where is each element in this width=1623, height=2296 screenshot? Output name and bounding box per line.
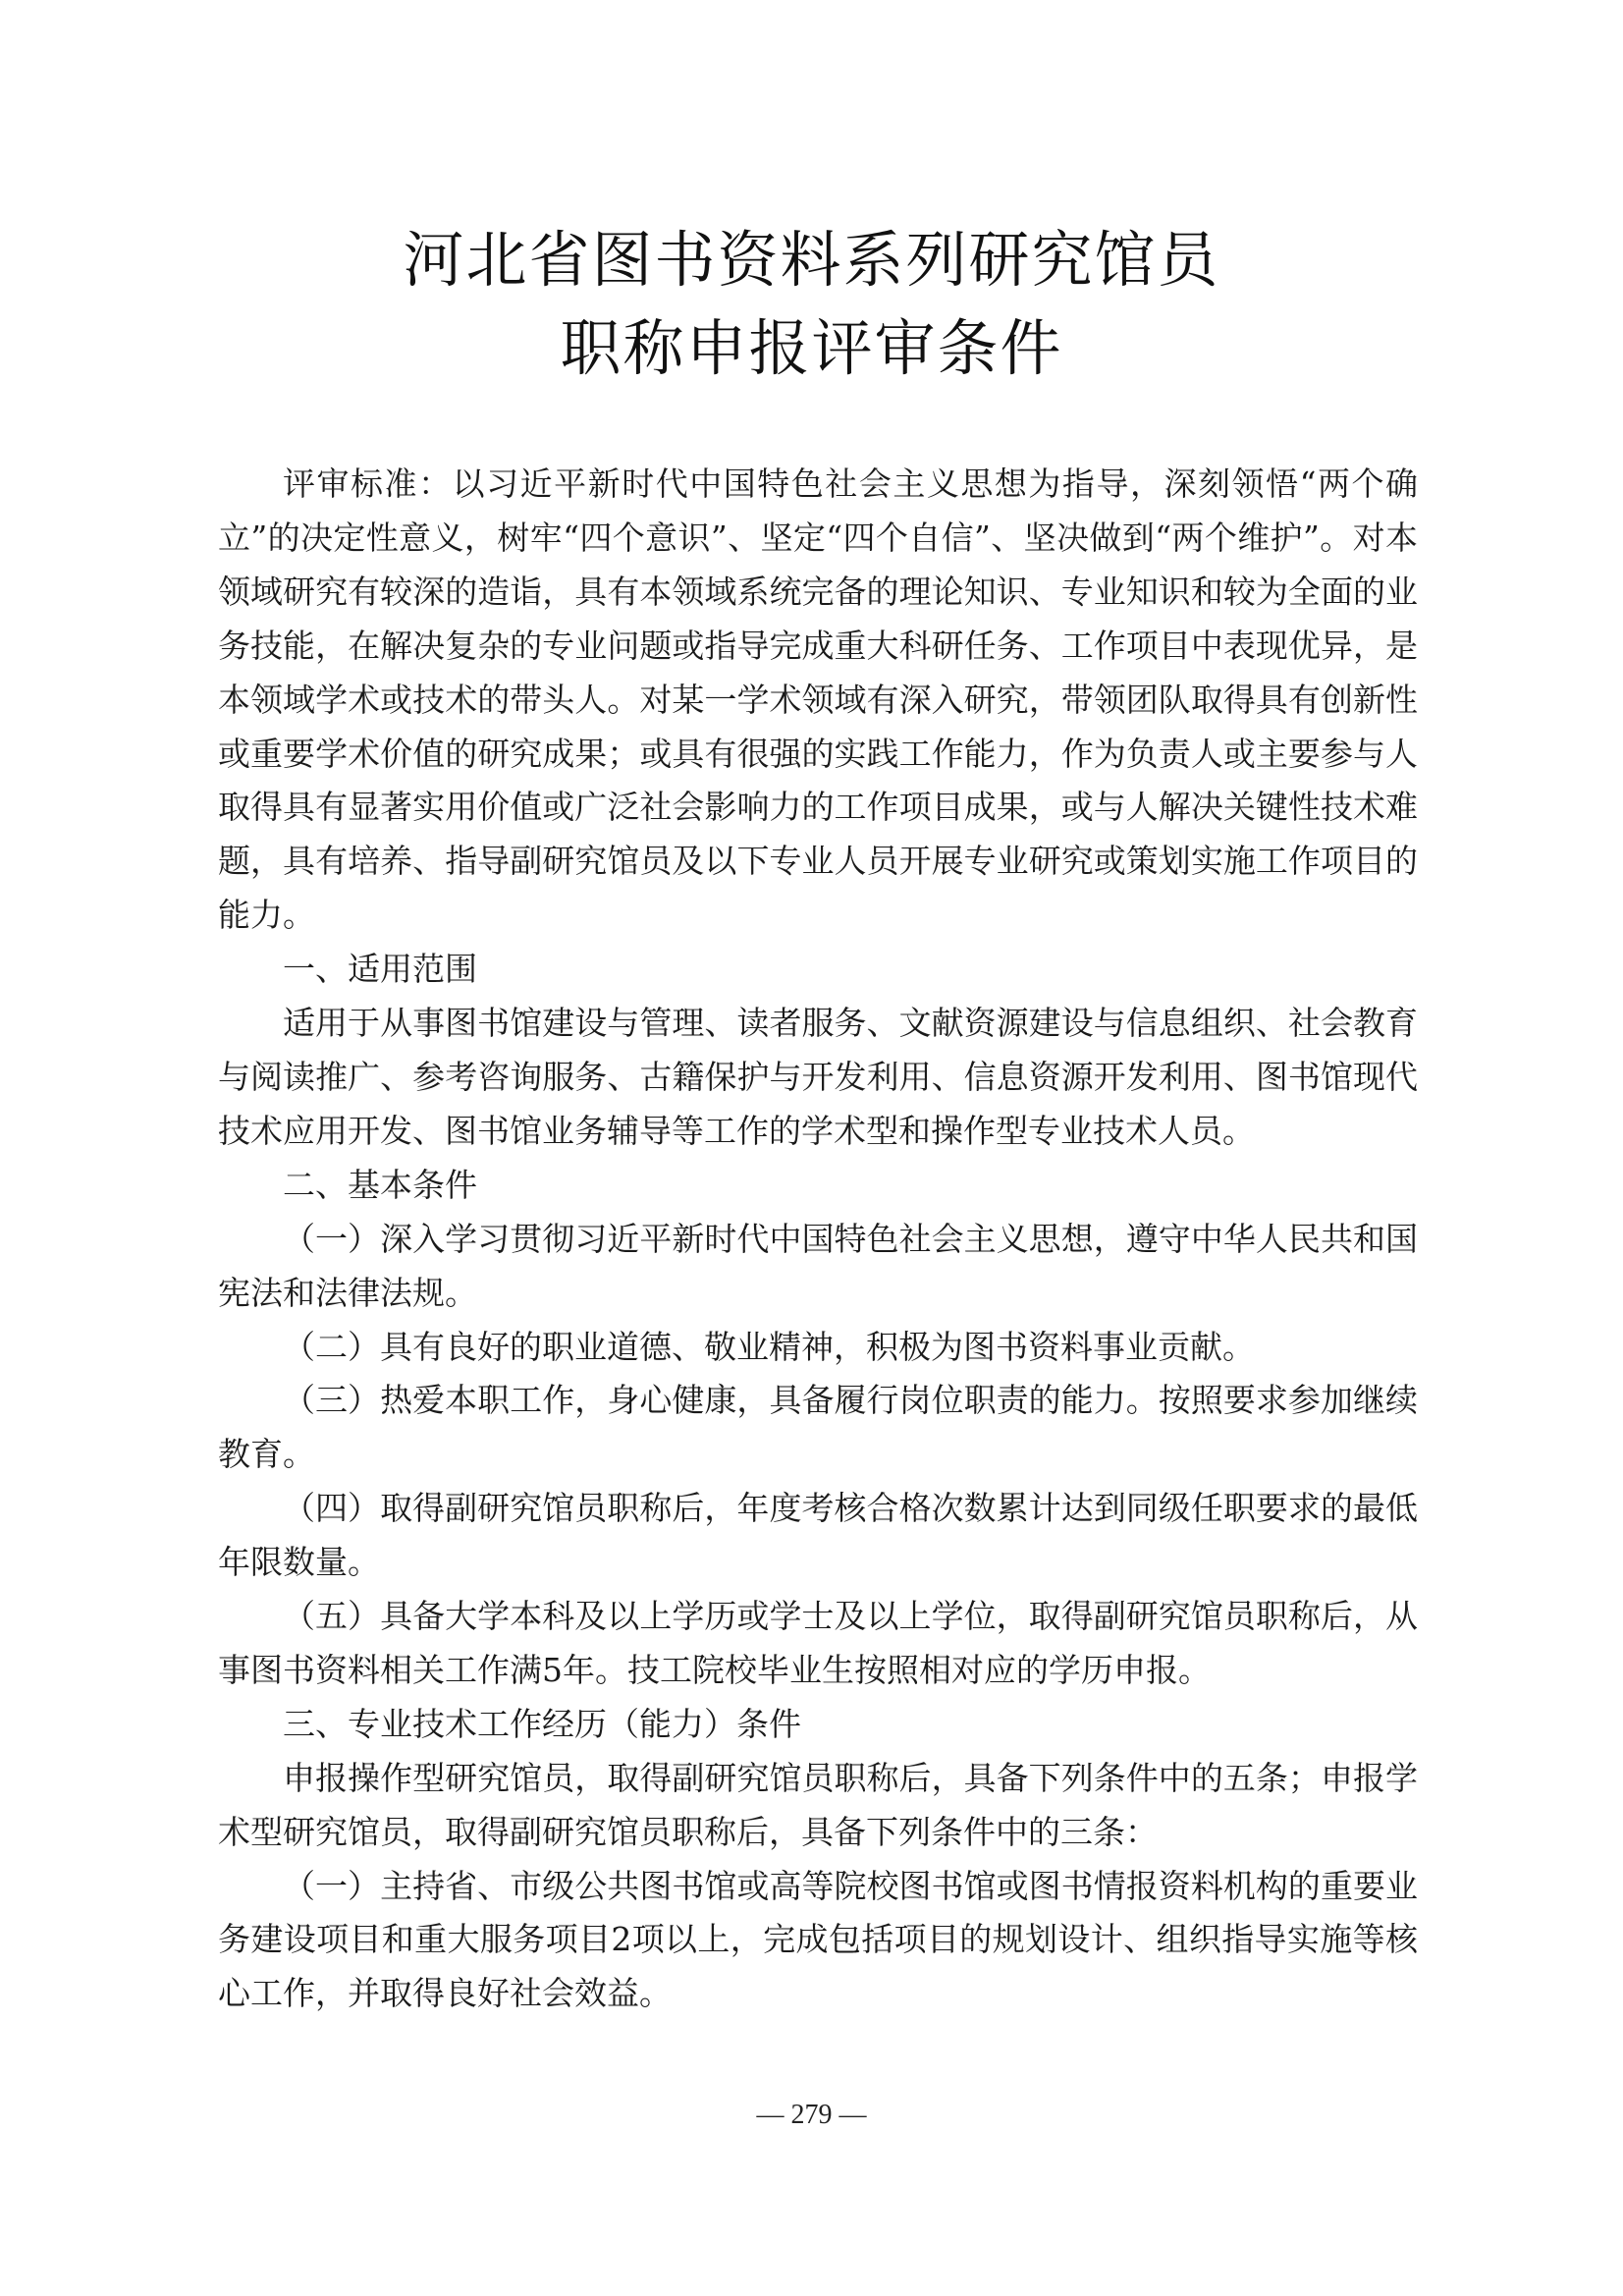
document-body xyxy=(218,458,1418,2021)
page-number: — 279 — xyxy=(756,2100,867,2130)
paragraph-basic-condition-4: （四）取得副研究馆员职称后，年度考核合格次数累计达到同级任职要求的最低年限数量。 xyxy=(218,1489,1418,1582)
document-title-line-1: 河北省图书资料系列研究馆员 xyxy=(403,224,1220,296)
document-title-line-2: 职称申报评审条件 xyxy=(560,312,1063,384)
paragraph-experience-condition-1: （一）主持省、市级公共图书馆或高等院校图书馆或图书情报资料机构的重要业务建设项目和重大服务项目2项以上，完成包括项目的规划设计、组织指导实施等核心工作，并取得良好社会效益。 xyxy=(218,1866,1418,2013)
paragraph-basic-condition-2: （二）具有良好的职业道德、敬业精神，积极为图书资料事业贡献。 xyxy=(283,1327,1255,1366)
paragraph-evaluation-standard: 评审标准：以习近平新时代中国特色社会主义思想为指导，深刻领悟“两个确立”的决定性意义，树牢“四个意识”、坚定“四个自信”、坚决做到“两个维护”。对本领域研究有较深的造诣，具有本领域系统完备的理论知识、专业知识和较为全面的业务技能，在解决复杂的专业问题或指导完成重大科研任务、工作项目中表现优异，是本领域学术或技术的带头人。对某一学术领域有深入研究，带领团队取得具有创新性或重要学术价值的研究成果；或具有很强的实践工作能力，作为负责人或主要参与人取得具有显著实用价值或广泛社会影响力的工作项目成果，或与人解决关键性技术难题，具有培养、指导副研究馆员及以下专业人员开展专业研究或策划实施工作项目的能力。 xyxy=(218,465,1418,935)
paragraph-basic-condition-5: （五）具备大学本科及以上学历或学士及以上学位，取得副研究馆员职称后，从事图书资料相关工作满5年。技工院校毕业生按照相对应的学历申报。 xyxy=(218,1597,1418,1689)
paragraph-experience-intro: 申报操作型研究馆员，取得副研究馆员职称后，具备下列条件中的五条；申报学术型研究馆员，取得副研究馆员职称后，具备下列条件中的三条： xyxy=(218,1758,1418,1851)
paragraph-basic-condition-3: （三）热爱本职工作，身心健康，具备履行岗位职责的能力。按照要求参加继续教育。 xyxy=(218,1381,1418,1474)
section-heading-basic-conditions: 二、基本条件 xyxy=(283,1165,477,1204)
paragraph-basic-condition-1: （一）深入学习贯彻习近平新时代中国特色社会主义思想，遵守中华人民共和国宪法和法律法规。 xyxy=(218,1219,1418,1312)
section-heading-scope: 一、适用范围 xyxy=(283,950,477,989)
paragraph-scope: 适用于从事图书馆建设与管理、读者服务、文献资源建设与信息组织、社会教育与阅读推广、参考咨询服务、古籍保护与开发利用、信息资源开发利用、图书馆现代技术应用开发、图书馆业务辅导等工作的学术型和操作型专业技术人员。 xyxy=(218,1004,1418,1150)
section-heading-experience: 三、专业技术工作经历（能力）条件 xyxy=(283,1704,801,1743)
